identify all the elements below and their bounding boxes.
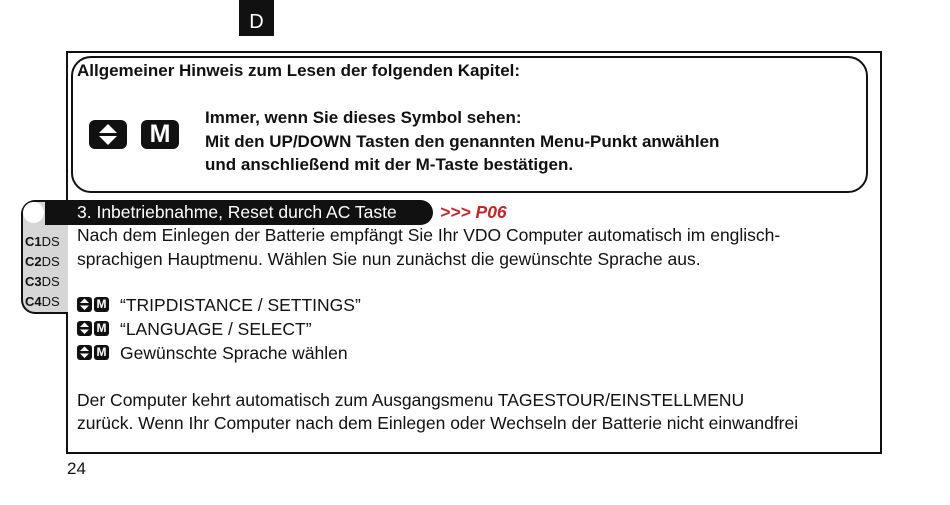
note-line: Immer, wenn Sie dieses Symbol sehen:	[205, 108, 522, 127]
model-item: C2DS	[25, 254, 60, 269]
page-reference: >>> P06	[440, 202, 507, 222]
up-down-arrows-icon	[77, 321, 92, 336]
model-item: C1DS	[25, 234, 60, 249]
outro-line: zurück. Wenn Ihr Computer nach dem Einlegen oder Wechseln der Batterie nicht einwandfrei	[77, 413, 799, 433]
m-key-icon: M	[94, 345, 109, 360]
intro-line: sprachigen Hauptmenu. Wählen Sie nun zunächst die gewünschte Sprache aus.	[77, 249, 701, 269]
intro-line: Nach dem Einlegen der Batterie empfängt Sie Ihr VDO Computer automatisch im englisch-	[77, 225, 781, 245]
model-item: C3DS	[25, 274, 60, 289]
m-key-icon: M	[94, 321, 109, 336]
section-title: 3. Inbetriebnahme, Reset durch AC Taste	[77, 202, 397, 222]
step-icons	[77, 345, 109, 360]
step-item: “LANGUAGE / SELECT”	[120, 319, 312, 339]
model-list	[25, 232, 60, 312]
section-marker-circle	[23, 202, 44, 223]
note-line: und anschließend mit der M-Taste bestätigen.	[205, 155, 574, 174]
m-key-icon: M	[141, 120, 179, 149]
step-icons	[77, 321, 109, 336]
model-item: C4DS	[25, 294, 60, 309]
note-title: Allgemeiner Hinweis zum Lesen der folgenden Kapitel:	[77, 61, 521, 80]
outro-line: Der Computer kehrt automatisch zum Ausgangsmenu TAGESTOUR/EINSTELLMENU	[77, 390, 745, 410]
m-key-icon: M	[94, 297, 109, 312]
language-tab: D	[239, 0, 274, 36]
page-number: 24	[67, 459, 86, 478]
note-line: Mit den UP/DOWN Tasten den genannten Menu-Punkt anwählen	[205, 131, 720, 151]
up-down-arrows-icon	[89, 120, 127, 149]
step-item: Gewünschte Sprache wählen	[120, 343, 348, 363]
step-item: “TRIPDISTANCE / SETTINGS”	[120, 295, 361, 315]
note-text	[205, 106, 719, 177]
step-icons	[77, 297, 109, 312]
up-down-arrows-icon	[77, 345, 92, 360]
up-down-arrows-icon	[77, 297, 92, 312]
